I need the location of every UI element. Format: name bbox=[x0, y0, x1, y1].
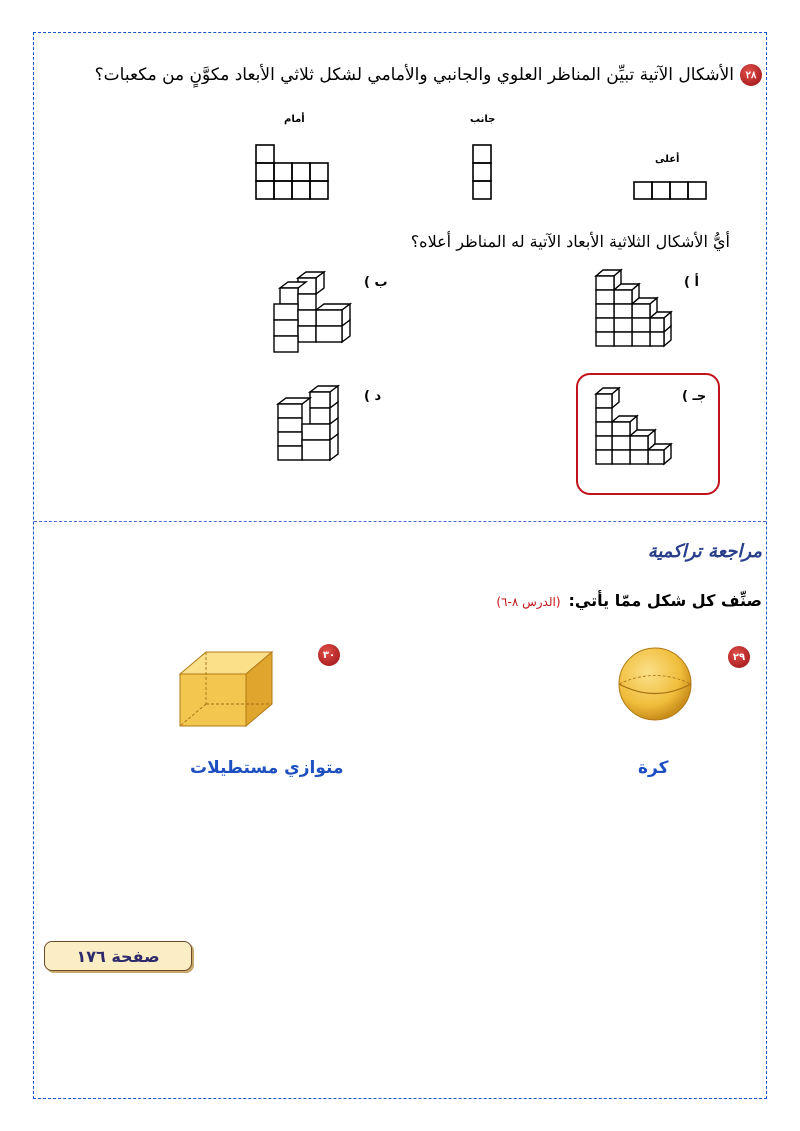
classify-instruction bbox=[496, 591, 762, 610]
top-view-drawing bbox=[632, 180, 708, 201]
section-divider bbox=[34, 521, 766, 522]
question-number-badge: ٢٨ bbox=[740, 64, 762, 86]
question-28 bbox=[95, 64, 762, 86]
option-d-label[interactable]: د ) bbox=[364, 389, 382, 404]
option-b-label[interactable]: ب ) bbox=[364, 275, 388, 290]
front-view-label: أمام bbox=[284, 114, 305, 125]
item-30-answer: متوازي مستطيلات bbox=[190, 758, 344, 778]
lesson-reference: (الدرس ٨-٦) bbox=[496, 595, 561, 609]
item-29-badge: ٢٩ bbox=[728, 646, 750, 668]
question-text: الأشكال الآتية تبيِّن المناظر العلوي والجانبي والأمامي لشكل ثلاثي الأبعاد مكوَّنٍ من مكعبات؟ bbox=[94, 65, 734, 85]
top-view-label: أعلى bbox=[655, 154, 680, 165]
prism-icon bbox=[176, 646, 276, 728]
option-c-drawing[interactable] bbox=[594, 386, 674, 478]
page-number-badge: صفحة ١٧٦ bbox=[44, 941, 192, 971]
front-view-drawing bbox=[254, 143, 330, 201]
sub-question-text: أيُّ الأشكال الثلاثية الأبعاد الآتية له المناظر أعلاه؟ bbox=[410, 232, 730, 251]
side-view-label: جانب bbox=[470, 114, 496, 125]
option-d-drawing[interactable] bbox=[276, 384, 342, 466]
option-a-drawing[interactable] bbox=[594, 268, 674, 360]
option-c-label[interactable]: جـ ) bbox=[682, 389, 707, 404]
option-b-drawing[interactable] bbox=[272, 270, 354, 358]
side-view-drawing bbox=[472, 143, 492, 201]
item-29-answer: كرة bbox=[638, 758, 669, 778]
sphere-icon bbox=[614, 645, 696, 723]
instruction-text: صنِّف كل شكل ممّا يأتي: bbox=[568, 591, 762, 610]
item-30-badge: ٣٠ bbox=[318, 644, 340, 666]
review-title: مراجعة تراكمية bbox=[647, 541, 762, 562]
option-a-label[interactable]: أ ) bbox=[684, 275, 699, 290]
